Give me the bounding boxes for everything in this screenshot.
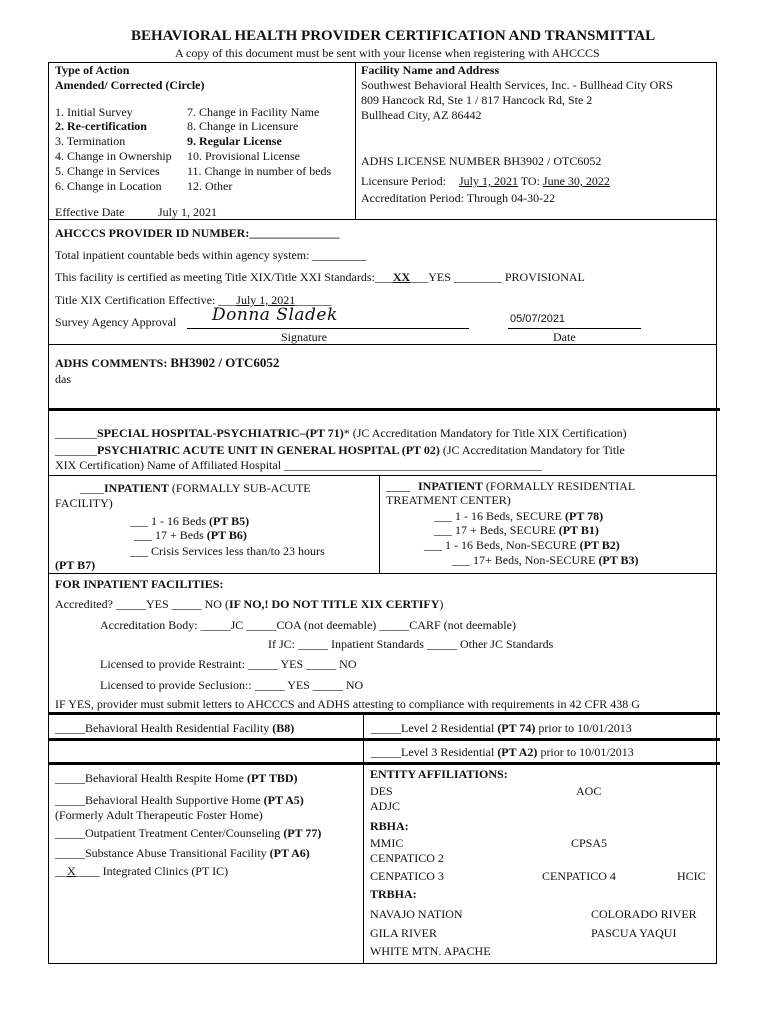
affiliated-hospital[interactable]: XIX Certification) Name of Affiliated Hospital ___________________________________________ bbox=[55, 458, 543, 472]
entity-mmic[interactable]: MMIC bbox=[370, 836, 404, 850]
form-subtitle: A copy of this document must be sent with your license when registering with AHCCCS bbox=[175, 46, 600, 60]
form-title: BEHAVIORAL HEALTH PROVIDER CERTIFICATION AND TRANSMITTAL bbox=[131, 28, 656, 44]
supportive-home-note: (Formerly Adult Therapeutic Foster Home) bbox=[55, 808, 263, 822]
action-item-12[interactable]: 12. Other bbox=[187, 179, 233, 193]
line-after-inpatient bbox=[48, 573, 717, 574]
entity-adjc[interactable]: ADJC bbox=[370, 799, 401, 813]
signature-caption: Signature bbox=[281, 330, 327, 344]
accredited-question[interactable]: Accredited? _____YES _____ NO (IF NO,! DO NOT TITLE XIX CERTIFY) bbox=[55, 597, 444, 611]
licensure-period-to-label: TO: bbox=[520, 174, 540, 188]
outpatient-center[interactable]: _____Outpatient Treatment Center/Counseling (PT 77) bbox=[55, 826, 322, 840]
line-after-hospital bbox=[48, 475, 717, 476]
licensure-period bbox=[361, 174, 610, 189]
inpatient-left-row2[interactable]: ___ 17 + Beds (PT B6) bbox=[134, 528, 247, 542]
restraint[interactable]: Licensed to provide Restraint: _____ YES _____ NO bbox=[100, 657, 357, 671]
entity-colorado[interactable]: COLORADO RIVER bbox=[591, 907, 697, 921]
inpatient-divider bbox=[379, 475, 380, 573]
integrated-clinics[interactable]: __X____ Integrated Clinics (PT IC) bbox=[55, 864, 229, 878]
accreditation-body[interactable]: Accreditation Body: _____JC _____COA (not deemable) _____CARF (not deemable) bbox=[100, 618, 516, 632]
inpatient-right-row3[interactable]: ___ 1 - 16 Beds, Non-SECURE (PT B2) bbox=[424, 538, 620, 552]
outer-right-border bbox=[716, 62, 717, 964]
thick-divider-2 bbox=[48, 712, 720, 715]
cert-suffix: ___YES ________ PROVISIONAL bbox=[410, 270, 585, 284]
action-subheading: Amended/ Corrected (Circle) bbox=[55, 78, 205, 92]
action-item-3[interactable]: 3. Termination bbox=[55, 134, 126, 148]
facility-heading: Facility Name and Address bbox=[361, 63, 500, 77]
action-item-1[interactable]: 1. Initial Survey bbox=[55, 105, 133, 119]
entity-hcic[interactable]: HCIC bbox=[677, 869, 706, 883]
licensure-period-to[interactable]: June 30, 2022 bbox=[542, 174, 610, 188]
substance-abuse[interactable]: _____Substance Abuse Transitional Facility (PT A6) bbox=[55, 846, 310, 860]
accreditation-period: Accreditation Period: Through 04-30-22 bbox=[361, 191, 556, 205]
action-heading: Type of Action bbox=[55, 63, 130, 77]
inpatient-left-heading2: FACILITY) bbox=[55, 496, 113, 510]
xix-effective: Title XIX Certification Effective: ___July 1, 2021______ bbox=[55, 293, 332, 307]
action-item-10[interactable]: 10. Provisional License bbox=[187, 149, 300, 163]
facility-address: 809 Hancock Rd, Ste 1 / 817 Hancock Rd, Ste 2 bbox=[361, 93, 593, 107]
signature[interactable]: Donna Sladek bbox=[212, 305, 338, 325]
effective-date-label: Effective Date bbox=[55, 205, 125, 219]
certification-line bbox=[55, 270, 585, 285]
licensure-period-from[interactable]: July 1, 2021 bbox=[458, 174, 518, 188]
provider-id[interactable]: AHCCCS PROVIDER ID NUMBER:_______________ bbox=[55, 226, 340, 240]
entity-navajo[interactable]: NAVAJO NATION bbox=[370, 907, 463, 921]
cert-prefix: This facility is certified as meeting Title XIX/Title XXI Standards:___ bbox=[55, 270, 393, 284]
action-item-5[interactable]: 5. Change in Services bbox=[55, 164, 160, 178]
comments-label: ADHS COMMENTS: bbox=[55, 356, 168, 370]
approval-date[interactable]: 05/07/2021 bbox=[510, 313, 566, 325]
cert-mark[interactable]: XX bbox=[392, 270, 411, 284]
inpatient-right-heading2: TREATMENT CENTER) bbox=[386, 493, 511, 507]
facility-name: Southwest Behavioral Health Services, Inc. - Bullhead City ORS bbox=[361, 78, 673, 92]
psychiatric-acute[interactable]: _______PSYCHIATRIC ACUTE UNIT IN GENERAL HOSPITAL (PT 02) (JC Accreditation Mandatory for Title bbox=[55, 443, 625, 457]
residential-level3[interactable]: _____Level 3 Residential (PT A2) prior to 10/01/2013 bbox=[371, 745, 634, 759]
effective-date-value[interactable]: July 1, 2021 bbox=[158, 205, 218, 219]
seclusion[interactable]: Licensed to provide Seclusion:: _____ YES _____ NO bbox=[100, 678, 364, 692]
if-jc[interactable]: If JC: _____ Inpatient Standards _____ Other JC Standards bbox=[268, 637, 554, 651]
inpatient-right-row4[interactable]: ___ 17+ Beds, Non-SECURE (PT B3) bbox=[452, 553, 639, 567]
entity-pascua[interactable]: PASCUA YAQUI bbox=[591, 926, 677, 940]
if-yes-note: IF YES, provider must submit letters to AHCCCS and ADHS attesting to compliance with requirements in 42 CFR 438 G bbox=[55, 697, 640, 711]
action-item-6[interactable]: 6. Change in Location bbox=[55, 179, 162, 193]
date-caption: Date bbox=[553, 330, 576, 344]
entity-heading: ENTITY AFFILIATIONS: bbox=[370, 767, 508, 781]
action-item-2[interactable]: 2. Re-certification bbox=[55, 119, 147, 133]
entity-cenpatico-3[interactable]: CENPATICO 3 bbox=[370, 869, 444, 883]
inpatient-left-heading[interactable]: ____INPATIENT (FORMALLY SUB-ACUTE bbox=[80, 481, 311, 495]
thick-divider-3 bbox=[48, 738, 720, 741]
xix-value[interactable]: July 1, 2021 bbox=[236, 293, 296, 307]
action-item-8[interactable]: 8. Change in Licensure bbox=[187, 119, 299, 133]
bottom-border bbox=[48, 963, 717, 964]
line-after-ahcccs bbox=[48, 344, 717, 345]
licensure-period-label: Licensure Period: bbox=[361, 174, 446, 188]
inpatient-left-footer: (PT B7) bbox=[55, 558, 96, 572]
xix-label: Title XIX Certification Effective: ___ bbox=[55, 293, 237, 307]
comments-note[interactable]: das bbox=[55, 372, 71, 386]
outer-left-border bbox=[48, 62, 49, 964]
signature-line bbox=[187, 328, 469, 329]
inpatient-right-row1[interactable]: ___ 1 - 16 Beds, SECURE (PT 78) bbox=[434, 509, 604, 523]
respite-home[interactable]: _____Behavioral Health Respite Home (PT TBD) bbox=[55, 771, 298, 785]
inpatient-left-row3[interactable]: ___ Crisis Services less than/to 23 hours bbox=[130, 544, 325, 558]
thick-divider-1 bbox=[48, 408, 720, 411]
entity-white-mtn[interactable]: WHITE MTN. APACHE bbox=[370, 944, 491, 958]
thick-divider-4 bbox=[48, 762, 720, 765]
entity-cenpatico-2[interactable]: CENPATICO 2 bbox=[370, 851, 444, 865]
line-top-section bbox=[48, 219, 717, 220]
inpatient-right-row2[interactable]: ___ 17 + Beds, SECURE (PT B1) bbox=[434, 523, 599, 537]
trbha-heading: TRBHA: bbox=[370, 887, 417, 901]
lower-divider bbox=[363, 714, 364, 964]
inpatient-facilities-heading: FOR INPATIENT FACILITIES: bbox=[55, 577, 224, 591]
inpatient-right-heading[interactable]: ____ INPATIENT (FORMALLY RESIDENTIAL bbox=[386, 479, 636, 493]
action-item-11[interactable]: 11. Change in number of beds bbox=[187, 164, 332, 178]
supportive-home[interactable]: _____Behavioral Health Supportive Home (PT A5) bbox=[55, 793, 304, 807]
facility-city: Bullhead City, AZ 86442 bbox=[361, 108, 482, 122]
entity-cpsa5[interactable]: CPSA5 bbox=[571, 836, 608, 850]
inpatient-left-row1[interactable]: ___ 1 - 16 Beds (PT B5) bbox=[130, 514, 250, 528]
entity-cenpatico-4[interactable]: CENPATICO 4 bbox=[542, 869, 616, 883]
date-line bbox=[508, 328, 641, 329]
comments-value[interactable]: BH3902 / OTC6052 bbox=[170, 355, 280, 370]
action-item-9[interactable]: 9. Regular License bbox=[187, 134, 282, 148]
residential-b8[interactable]: _____Behavioral Health Residential Facility (B8) bbox=[55, 721, 295, 735]
integrated-mark[interactable]: X bbox=[67, 864, 76, 878]
action-item-7[interactable]: 7. Change in Facility Name bbox=[187, 105, 320, 119]
residential-level2[interactable]: _____Level 2 Residential (PT 74) prior to 10/01/2013 bbox=[371, 721, 632, 735]
survey-label: Survey Agency Approval bbox=[55, 315, 177, 329]
top-divider bbox=[355, 62, 356, 219]
special-hospital[interactable]: _______SPECIAL HOSPITAL-PSYCHIATRIC–(PT 71)* (JC Accreditation Mandatory for Title XIX Certification) bbox=[55, 426, 627, 440]
license-number: ADHS LICENSE NUMBER BH3902 / OTC6052 bbox=[361, 154, 602, 168]
comments-row bbox=[55, 355, 279, 371]
entity-gila[interactable]: GILA RIVER bbox=[370, 926, 437, 940]
entity-des[interactable]: DES bbox=[370, 784, 393, 798]
action-item-4[interactable]: 4. Change in Ownership bbox=[55, 149, 172, 163]
entity-aoc[interactable]: AOC bbox=[576, 784, 602, 798]
rbha-heading: RBHA: bbox=[370, 819, 409, 833]
total-beds[interactable]: Total inpatient countable beds within agency system: _________ bbox=[55, 248, 367, 262]
